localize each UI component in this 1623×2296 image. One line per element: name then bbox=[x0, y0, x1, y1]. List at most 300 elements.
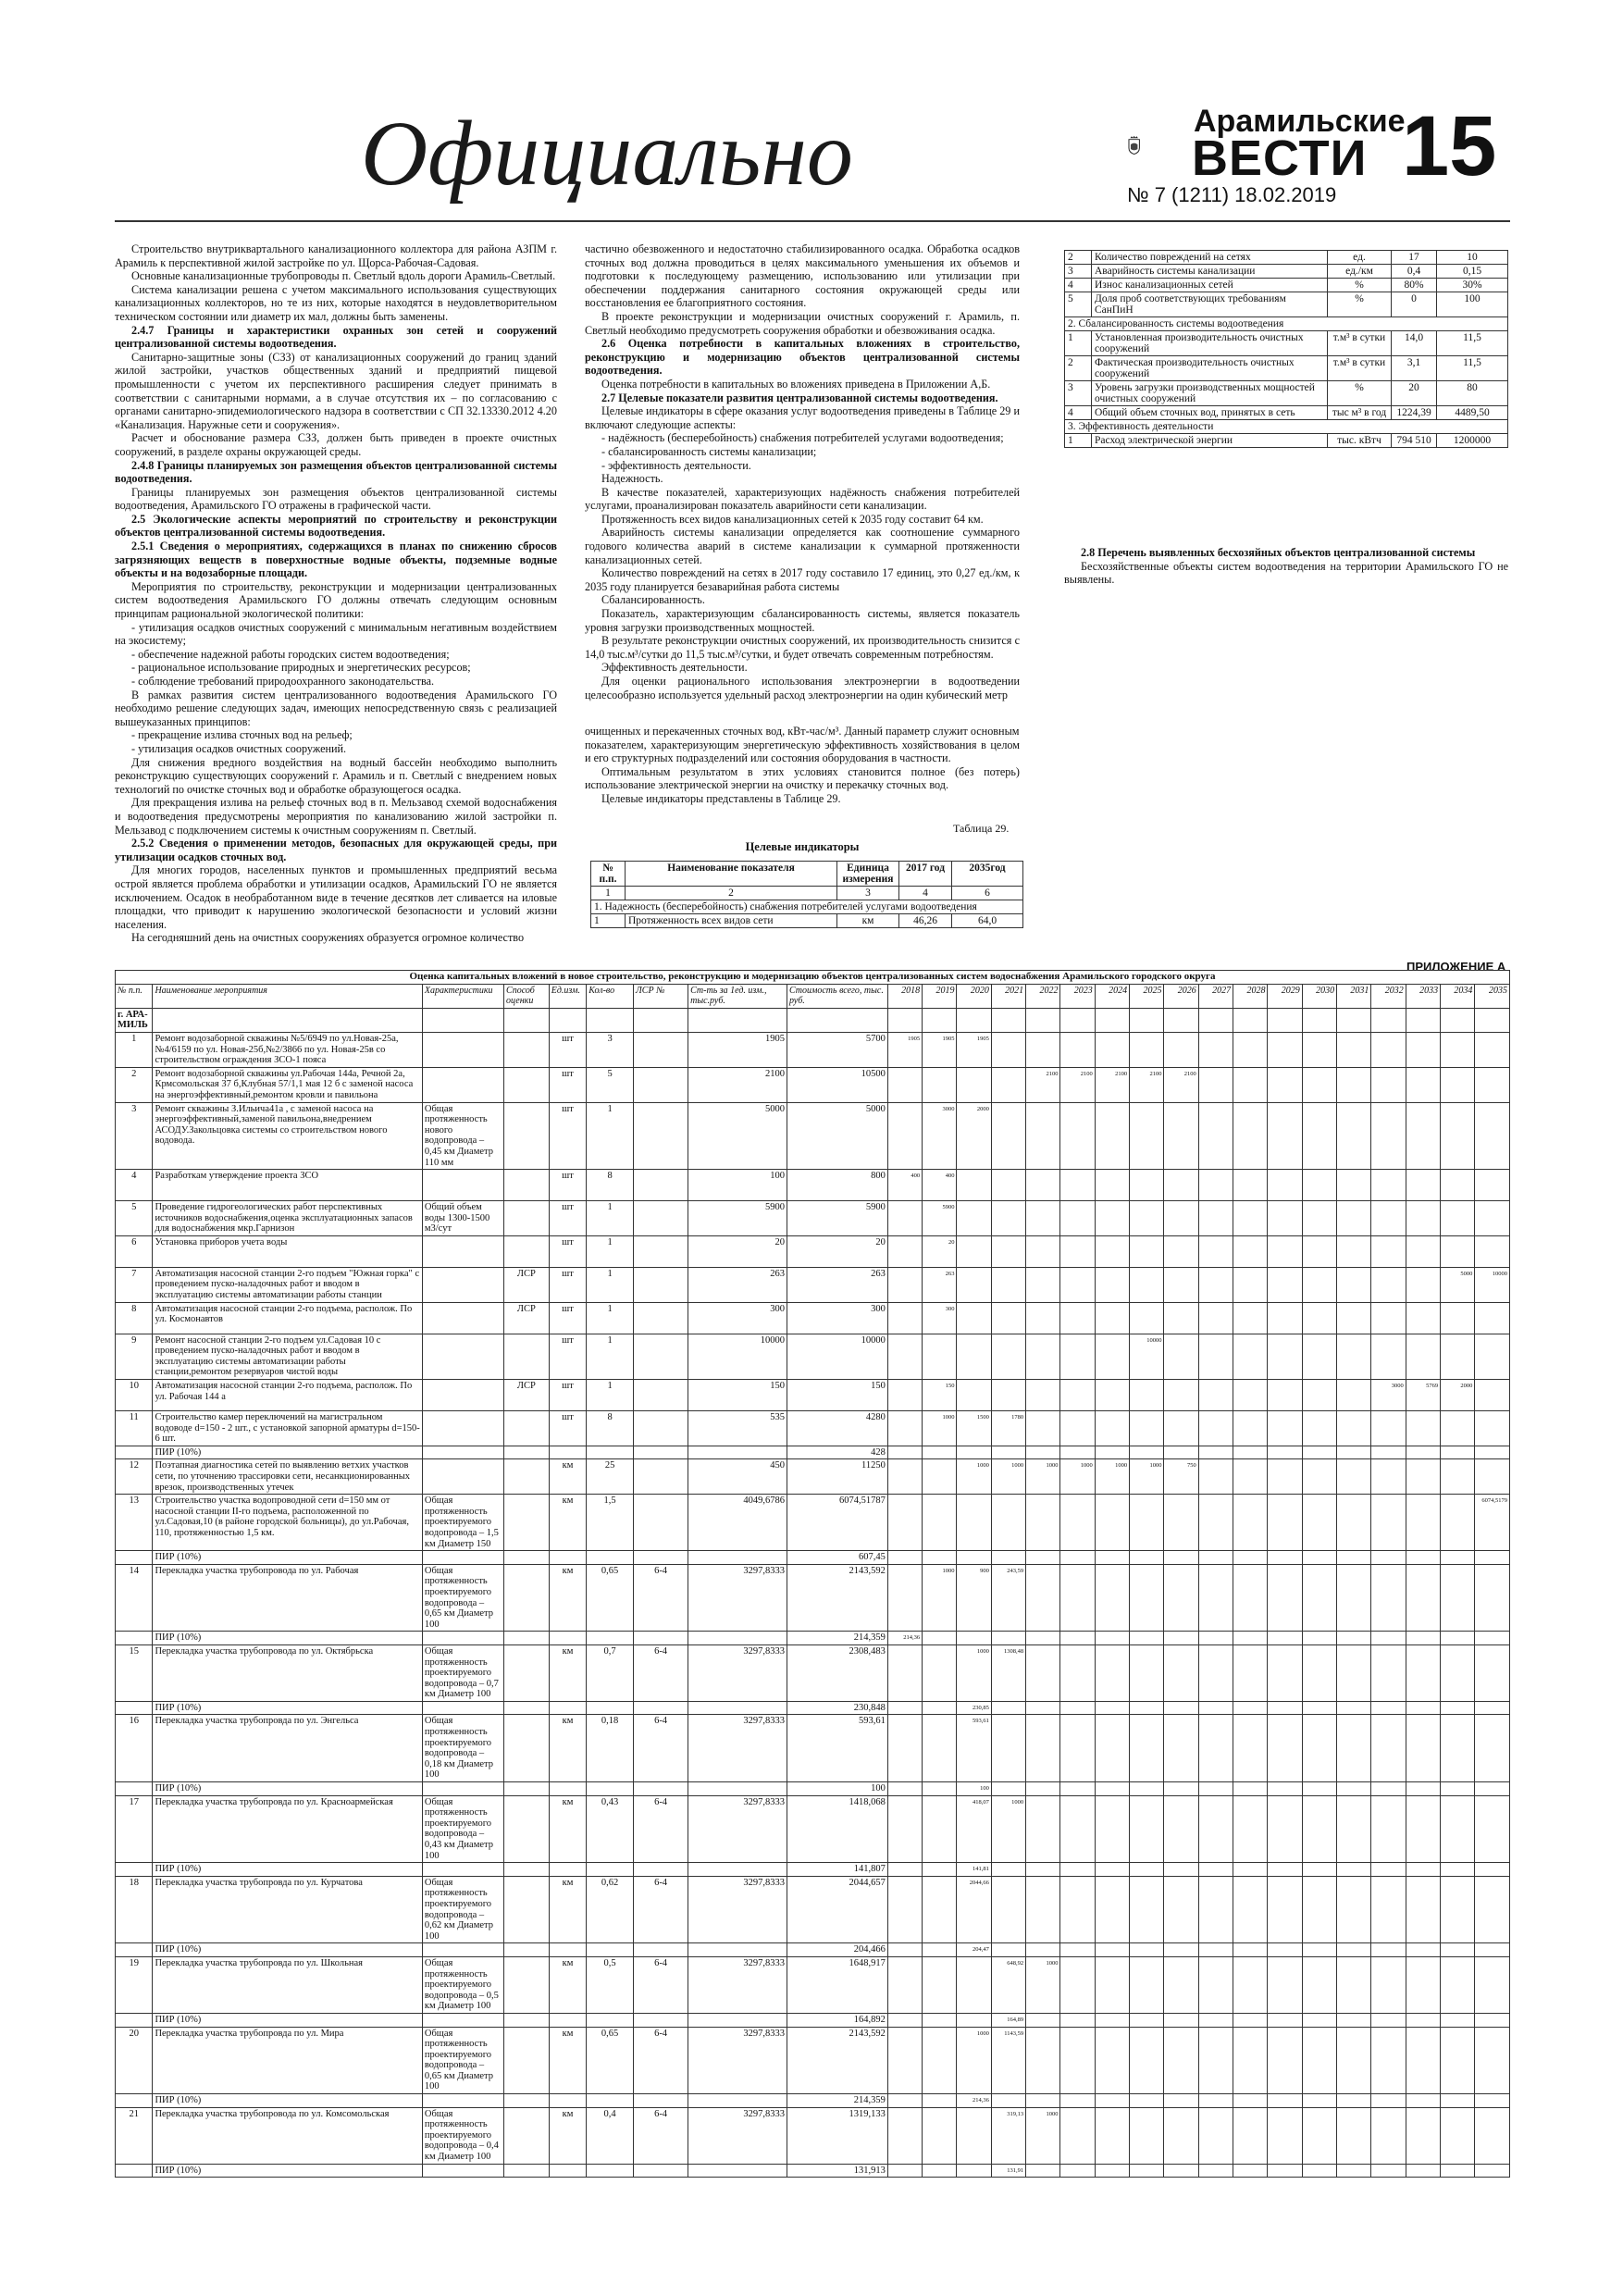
cell-year-value bbox=[957, 1334, 991, 1379]
cell-year-value bbox=[1130, 1632, 1164, 1645]
cell-year-value bbox=[923, 2094, 957, 2108]
cell-year-value bbox=[923, 1795, 957, 1863]
paragraph: - сбалансированность системы канализации; bbox=[601, 444, 817, 458]
cell-year-value bbox=[1475, 1943, 1510, 1957]
cell-year-value bbox=[1441, 1551, 1475, 1565]
t29-section-1: 1. Надежность (бесперебойность) снабжения потребителей услугами водоотведения bbox=[591, 900, 1023, 914]
cell-year-value bbox=[1302, 1102, 1336, 1170]
cell-year-value bbox=[1406, 1632, 1440, 1645]
cell-year-value bbox=[957, 2013, 991, 2027]
table-row bbox=[116, 1795, 1510, 1863]
cell-ch: Общая протяженность проектируемого водопровода – 0,5 км Диаметр 100 bbox=[422, 1956, 503, 2013]
cell-year-value bbox=[991, 2094, 1025, 2108]
cell-year-value bbox=[923, 2013, 957, 2027]
cell-p bbox=[688, 1551, 787, 1565]
cell-sp bbox=[504, 2107, 550, 2164]
cell-year-value: 2100 bbox=[1095, 1067, 1129, 1102]
paragraph: Протяженность всех видов канализационных сетей к 2035 году составит 64 км. bbox=[601, 512, 984, 526]
cell-year-value bbox=[991, 1170, 1025, 1201]
cell-year-value bbox=[1060, 2094, 1095, 2108]
cell-name: Проведение гидрогеологических работ перспективных источников водоснабжения,оценка эксплуатационных запасов для водоснабжения мкр.Гарнизон bbox=[153, 1201, 422, 1236]
cell-n bbox=[116, 2094, 153, 2108]
cell-q: 0,7 bbox=[587, 1644, 634, 1701]
cell-year-value bbox=[1441, 1201, 1475, 1236]
cell-name: Автоматизация насосной станции 2-го подъема, располож. По ул. Космонавтов bbox=[153, 1302, 422, 1334]
cell-year-value bbox=[1441, 1067, 1475, 1102]
cell-q: 0,62 bbox=[587, 1876, 634, 1943]
cell-year-value bbox=[1233, 1446, 1268, 1459]
indicators-table-29 bbox=[590, 861, 1023, 928]
cell-u: км bbox=[549, 1564, 586, 1632]
paragraph: Оптимальным результатом в этих условиях становится полное (без потерь) использование электрической энергии на очистку и перекачку сточных вод. bbox=[585, 764, 1020, 792]
cell-year-value bbox=[1060, 1334, 1095, 1379]
column-header: Ед.изм. bbox=[549, 984, 586, 1008]
cell-year-value bbox=[1337, 1644, 1371, 1701]
cell-year-value bbox=[1475, 1380, 1510, 1411]
cell-l: 6-4 bbox=[634, 1795, 688, 1863]
cell-year-value bbox=[1060, 2164, 1095, 2178]
cell-year-value bbox=[1198, 1170, 1233, 1201]
cell-year-value bbox=[1302, 2013, 1336, 2027]
cell-year-value bbox=[1406, 1495, 1440, 1551]
paragraph: Сбалансированность. bbox=[601, 593, 705, 607]
year-header: 2030 bbox=[1302, 984, 1336, 1008]
cell-year-value bbox=[1198, 1956, 1233, 2013]
cell-year-value bbox=[957, 1302, 991, 1334]
cell-year-value bbox=[1337, 2027, 1371, 2094]
cell-year-value bbox=[1441, 1459, 1475, 1495]
cell-year-value bbox=[887, 1564, 922, 1632]
year-header: 2018 bbox=[887, 984, 922, 1008]
paragraph: - утилизация осадков очистных сооружений. bbox=[131, 741, 347, 755]
table-row bbox=[116, 1380, 1510, 1411]
cell-year-value bbox=[1233, 1380, 1268, 1411]
cell-n: 5 bbox=[116, 1201, 153, 1236]
cell-year-value bbox=[1164, 1102, 1198, 1170]
cell-n bbox=[116, 1943, 153, 1957]
cell-year-value bbox=[1441, 1235, 1475, 1267]
cell-u bbox=[549, 1446, 586, 1459]
cell-year-value bbox=[1233, 1644, 1268, 1701]
paragraph: - обеспечение надежной работы городских систем водоотведения; bbox=[131, 647, 450, 661]
cell-year-value bbox=[1406, 1446, 1440, 1459]
cell-year-value bbox=[991, 1032, 1025, 1067]
cell-year-value: 230,85 bbox=[957, 1701, 991, 1715]
cell-year-value bbox=[1406, 2107, 1440, 2164]
cell-year-value bbox=[1371, 2013, 1406, 2027]
cell-year-value bbox=[1026, 2027, 1060, 2094]
cell-year-value bbox=[1130, 1446, 1164, 1459]
cell-sp bbox=[504, 1411, 550, 1446]
cell-sp bbox=[504, 1564, 550, 1632]
cell-year-value bbox=[1198, 1446, 1233, 1459]
cell-year-value bbox=[1130, 2094, 1164, 2108]
cell-year-value bbox=[1268, 2027, 1302, 2094]
cell-year-value bbox=[1475, 1170, 1510, 1201]
cell-year-value bbox=[887, 1446, 922, 1459]
cell-year-value bbox=[1475, 1644, 1510, 1701]
cell-u: км bbox=[549, 2027, 586, 2094]
cell-p: 300 bbox=[688, 1302, 787, 1334]
cell-year-value: 263 bbox=[923, 1267, 957, 1302]
cell-q: 0,4 bbox=[587, 2107, 634, 2164]
cell-q: 0,65 bbox=[587, 2027, 634, 2094]
cell-sp bbox=[504, 1863, 550, 1877]
cell-year-value bbox=[1302, 1863, 1336, 1877]
cell-year-value bbox=[1060, 1551, 1095, 1565]
cell-n: 16 bbox=[116, 1715, 153, 1782]
cell-year-value bbox=[1268, 1956, 1302, 2013]
cell-year-value bbox=[1371, 1644, 1406, 1701]
empty-cell bbox=[1441, 1008, 1475, 1032]
cell-year-value: 1000 bbox=[991, 1459, 1025, 1495]
cell-l bbox=[634, 1235, 688, 1267]
cell-year-value bbox=[1475, 1067, 1510, 1102]
cell-year-value bbox=[1302, 1956, 1336, 2013]
cell-sp bbox=[504, 1644, 550, 1701]
cell-year-value bbox=[1371, 1863, 1406, 1877]
t29-num-1: 1 bbox=[591, 887, 626, 900]
cell-sp bbox=[504, 2027, 550, 2094]
cell-year-value bbox=[1060, 1701, 1095, 1715]
cell-year-value bbox=[1095, 1411, 1129, 1446]
cell-year-value bbox=[1441, 1876, 1475, 1943]
cell-year-value bbox=[1302, 1632, 1336, 1645]
year-header: 2031 bbox=[1337, 984, 1371, 1008]
table-row bbox=[116, 1267, 1510, 1302]
cell-year-value bbox=[1441, 1334, 1475, 1379]
cell-n: 17 bbox=[116, 1795, 153, 1863]
table-cell: т.м³ в сутки bbox=[1328, 331, 1392, 356]
cell-year-value bbox=[991, 1102, 1025, 1170]
cell-u bbox=[549, 1551, 586, 1565]
t29-r1-unit: км bbox=[837, 914, 899, 928]
cell-name: Ремонт насосной станции 2-го подъем ул.Садовая 10 с проведением пуско-наладочных работ и вводом в эксплуатацию системы автоматизации работы станции,ремонтом резервуаров чистой воды bbox=[153, 1334, 422, 1379]
cell-l: 6-4 bbox=[634, 1564, 688, 1632]
cell-q: 1 bbox=[587, 1102, 634, 1170]
cell-n: 10 bbox=[116, 1380, 153, 1411]
cell-year-value bbox=[1164, 2107, 1198, 2164]
cell-year-value bbox=[1406, 2094, 1440, 2108]
cell-q: 1 bbox=[587, 1235, 634, 1267]
cell-year-value bbox=[1233, 1495, 1268, 1551]
cell-l: 6-4 bbox=[634, 1715, 688, 1782]
cell-year-value bbox=[923, 1067, 957, 1102]
paragraph: - рациональное использование природных и энергетических ресурсов; bbox=[131, 661, 471, 675]
cell-p: 3297,8333 bbox=[688, 1795, 787, 1863]
cell-n: 3 bbox=[116, 1102, 153, 1170]
cell-year-value bbox=[1026, 1943, 1060, 1957]
cell-year-value bbox=[991, 1632, 1025, 1645]
table-cell: % bbox=[1328, 381, 1392, 406]
cell-year-value bbox=[1441, 1302, 1475, 1334]
cell-year-value bbox=[887, 2094, 922, 2108]
cell-tot: 1418,068 bbox=[787, 1795, 887, 1863]
cell-year-value bbox=[1302, 2027, 1336, 2094]
table-row bbox=[1065, 279, 1508, 292]
cell-ch bbox=[422, 2094, 503, 2108]
cell-year-value bbox=[1302, 1067, 1336, 1102]
cell-ch bbox=[422, 1411, 503, 1446]
cell-year-value bbox=[991, 1201, 1025, 1236]
cell-u: км bbox=[549, 1956, 586, 2013]
cell-name: Перекладка участка трубопровда по ул. Школьная bbox=[153, 1956, 422, 2013]
cell-n: 19 bbox=[116, 1956, 153, 2013]
cell-year-value: 1000 bbox=[1130, 1459, 1164, 1495]
cell-name: Поэтапная диагностика сетей по выявлению ветхих участков сети, по уточнению трассировки сети, несанкционированных врезок, производственных утечек bbox=[153, 1459, 422, 1495]
year-header: 2033 bbox=[1406, 984, 1440, 1008]
cell-q: 0,65 bbox=[587, 1564, 634, 1632]
cell-year-value bbox=[1026, 1551, 1060, 1565]
cell-year-value: 1000 bbox=[957, 1644, 991, 1701]
cell-year-value bbox=[1371, 1411, 1406, 1446]
cell-year-value bbox=[1233, 1411, 1268, 1446]
cell-tot: 204,466 bbox=[787, 1943, 887, 1957]
cell-year-value bbox=[1406, 1863, 1440, 1877]
cell-l bbox=[634, 1067, 688, 1102]
cell-tot: 11250 bbox=[787, 1459, 887, 1495]
cell-year-value: 1905 bbox=[957, 1032, 991, 1067]
cell-year-value bbox=[957, 2107, 991, 2164]
cell-year-value bbox=[1337, 1632, 1371, 1645]
cell-year-value bbox=[1233, 1701, 1268, 1715]
cell-year-value bbox=[1130, 2164, 1164, 2178]
cell-year-value bbox=[1095, 1795, 1129, 1863]
cell-year-value bbox=[1302, 1564, 1336, 1632]
cell-year-value bbox=[1337, 2107, 1371, 2164]
cell-q: 0,43 bbox=[587, 1795, 634, 1863]
cell-year-value: 593,61 bbox=[957, 1715, 991, 1782]
cell-year-value bbox=[1302, 1701, 1336, 1715]
cell-year-value bbox=[1164, 1632, 1198, 1645]
cell-year-value bbox=[1268, 1380, 1302, 1411]
cell-year-value bbox=[1302, 2107, 1336, 2164]
cell-year-value bbox=[1164, 1334, 1198, 1379]
cell-l bbox=[634, 1411, 688, 1446]
paragraph: - соблюдение требований природоохранного законодательства. bbox=[131, 675, 435, 688]
cell-tot: 2308,483 bbox=[787, 1644, 887, 1701]
cell-u bbox=[549, 1943, 586, 1957]
cell-year-value bbox=[1268, 1235, 1302, 1267]
cell-l bbox=[634, 1632, 688, 1645]
table-cell: 3 bbox=[1065, 265, 1092, 279]
cell-year-value bbox=[1026, 1170, 1060, 1201]
cell-year-value bbox=[991, 1715, 1025, 1782]
page-number: 15 bbox=[1402, 99, 1497, 193]
article-column-1 bbox=[115, 242, 557, 945]
cell-name: Строительство участка водопроводной сети d=150 мм от насосной станции II-го подъема, расположенной по ул.Садовая,10 (в районе городской больницы), до ул.Рабочая, 110, протяженностью 1,5 км. bbox=[153, 1495, 422, 1551]
cell-year-value bbox=[1164, 1032, 1198, 1067]
cell-year-value bbox=[1026, 1267, 1060, 1302]
cell-l bbox=[634, 1380, 688, 1411]
table-cell: % bbox=[1328, 292, 1392, 317]
cell-year-value bbox=[887, 1380, 922, 1411]
cell-year-value bbox=[887, 2164, 922, 2178]
cell-year-value: 300 bbox=[923, 1302, 957, 1334]
cell-year-value bbox=[1130, 1267, 1164, 1302]
table-row bbox=[116, 1235, 1510, 1267]
cell-year-value: 5000 bbox=[1441, 1267, 1475, 1302]
cell-year-value bbox=[1268, 1201, 1302, 1236]
cell-n bbox=[116, 1782, 153, 1796]
cell-year-value bbox=[1095, 1863, 1129, 1877]
cell-year-value bbox=[1198, 1411, 1233, 1446]
table-cell: 2 bbox=[1065, 356, 1092, 381]
cell-p: 3297,8333 bbox=[688, 1876, 787, 1943]
cell-tot: 150 bbox=[787, 1380, 887, 1411]
table-row bbox=[116, 1632, 1510, 1645]
cell-year-value bbox=[887, 1795, 922, 1863]
cell-year-value bbox=[1475, 2164, 1510, 2178]
cell-u bbox=[549, 1782, 586, 1796]
cell-year-value: 3000 bbox=[1371, 1380, 1406, 1411]
cell-year-value bbox=[1371, 1446, 1406, 1459]
cell-year-value: 418,07 bbox=[957, 1795, 991, 1863]
cell-year-value bbox=[1268, 2164, 1302, 2178]
cell-year-value bbox=[1233, 1032, 1268, 1067]
table-section-heading: 2. Сбалансированность системы водоотведения bbox=[1065, 317, 1508, 331]
cell-year-value bbox=[1026, 1701, 1060, 1715]
cell-year-value bbox=[1441, 1446, 1475, 1459]
cell-year-value bbox=[1130, 1564, 1164, 1632]
cell-n: 21 bbox=[116, 2107, 153, 2164]
cell-year-value bbox=[1475, 2027, 1510, 2094]
cell-ch bbox=[422, 2013, 503, 2027]
cell-year-value bbox=[1406, 1715, 1440, 1782]
paragraph: показателем, характеризующим энергетическую эффективность хозяйствования в целом и его структурных подразделений или состояния оборудования в частности. bbox=[585, 738, 1020, 765]
cell-year-value bbox=[1095, 1564, 1129, 1632]
table-cell: 20 bbox=[1392, 381, 1437, 406]
cell-name: Перекладка участка трубопровода по ул. Рабочая bbox=[153, 1564, 422, 1632]
cell-year-value bbox=[1164, 2027, 1198, 2094]
t29-num-2: 2 bbox=[626, 887, 837, 900]
cell-year-value bbox=[1198, 1380, 1233, 1411]
empty-cell bbox=[887, 1008, 922, 1032]
cell-u bbox=[549, 2164, 586, 2178]
cell-year-value bbox=[1337, 1943, 1371, 1957]
cell-year-value bbox=[1026, 2094, 1060, 2108]
cell-year-value bbox=[1441, 1715, 1475, 1782]
cell-year-value bbox=[1337, 2094, 1371, 2108]
cell-year-value bbox=[1337, 1495, 1371, 1551]
cell-year-value: 400 bbox=[923, 1170, 957, 1201]
empty-cell bbox=[1302, 1008, 1336, 1032]
cell-n: 15 bbox=[116, 1644, 153, 1701]
paragraph: Для многих городов, населенных пунктов и промышленных предприятий весьма острой является проблема обработки и утилизации осадков, Арамильский ГО не является исключением. Осадок в необработанном виде в течение десятков лет сливается на иловые площадки, что приводит к нарушению экологической безопасности и условий жизни населения. bbox=[115, 863, 557, 931]
cell-year-value bbox=[1164, 1795, 1198, 1863]
cell-year-value bbox=[1130, 1302, 1164, 1334]
cell-year-value bbox=[1060, 1302, 1095, 1334]
table-row bbox=[116, 1334, 1510, 1379]
cell-year-value: 164,89 bbox=[991, 2013, 1025, 2027]
cell-year-value: 1000 bbox=[923, 1411, 957, 1446]
cell-u: км bbox=[549, 1876, 586, 1943]
cell-sp bbox=[504, 2164, 550, 2178]
cell-year-value: 2100 bbox=[1164, 1067, 1198, 1102]
cell-year-value bbox=[1337, 2164, 1371, 2178]
cell-name: Перекладка участка трубопровда по ул. Красноармейская bbox=[153, 1795, 422, 1863]
cell-tot: 214,359 bbox=[787, 2094, 887, 2108]
cell-year-value bbox=[1130, 1701, 1164, 1715]
cell-u: шт bbox=[549, 1201, 586, 1236]
cell-year-value bbox=[1302, 1459, 1336, 1495]
paragraph: В проекте реконструкции и модернизации очистных сооружений г. Арамиль, п. Светлый необходимо предусмотреть сооружения обработки и обезвоживания осадка. bbox=[585, 309, 1020, 337]
cell-ch: Общая протяженность проектируемого водопровода – 0,65 км Диаметр 100 bbox=[422, 2027, 503, 2094]
table-row bbox=[116, 1863, 1510, 1877]
cell-year-value: 1000 bbox=[991, 1795, 1025, 1863]
cell-year-value bbox=[1060, 1267, 1095, 1302]
paragraph: 2.6 Оценка потребности в капитальных вложениях в строительство, реконструкцию и модернизацию объектов централизованной системы водоотведения. bbox=[585, 337, 1020, 378]
cell-year-value bbox=[923, 2027, 957, 2094]
cell-year-value bbox=[1026, 1782, 1060, 1796]
cell-tot: 164,892 bbox=[787, 2013, 887, 2027]
cell-year-value: 214,36 bbox=[887, 1632, 922, 1645]
cell-year-value bbox=[1060, 1795, 1095, 1863]
cell-year-value bbox=[1060, 1170, 1095, 1201]
cell-year-value bbox=[1198, 1459, 1233, 1495]
cell-l: 6-4 bbox=[634, 1644, 688, 1701]
cell-year-value bbox=[1441, 1495, 1475, 1551]
table-cell: Доля проб соответствующих требованиям СанПиН bbox=[1092, 292, 1328, 317]
year-header: 2032 bbox=[1371, 984, 1406, 1008]
cell-year-value bbox=[1233, 2094, 1268, 2108]
cell-year-value bbox=[1095, 1267, 1129, 1302]
paragraph: - эффективность деятельности. bbox=[601, 458, 751, 472]
cell-year-value: 1000 bbox=[1026, 1459, 1060, 1495]
cell-year-value bbox=[1060, 2013, 1095, 2027]
cell-year-value bbox=[1026, 1876, 1060, 1943]
cell-year-value bbox=[1060, 2027, 1095, 2094]
cell-p: 5000 bbox=[688, 1102, 787, 1170]
table-cell: Аварийность системы канализации bbox=[1092, 265, 1328, 279]
cell-year-value: 243,59 bbox=[991, 1564, 1025, 1632]
t29-r1-2017: 46,26 bbox=[899, 914, 952, 928]
paragraph: Строительство внутриквартального канализационного коллектора для района АЗПМ г. Арамиль к перспективной жилой застройке по ул. Щорса-Рабочая-Садовая. bbox=[115, 242, 557, 269]
table-cell: 11,5 bbox=[1437, 356, 1508, 381]
cell-u: шт bbox=[549, 1102, 586, 1170]
table-cell: 10 bbox=[1437, 251, 1508, 265]
cell-year-value bbox=[1130, 1876, 1164, 1943]
cell-sp bbox=[504, 1032, 550, 1067]
cell-year-value bbox=[887, 1495, 922, 1551]
cell-year-value bbox=[1060, 1411, 1095, 1446]
cell-year-value bbox=[1026, 1235, 1060, 1267]
cell-year-value bbox=[1095, 1551, 1129, 1565]
cell-year-value bbox=[887, 1644, 922, 1701]
issue-info: № 7 (1211) 18.02.2019 bbox=[1127, 183, 1337, 206]
cell-ch: Общая протяженность проектируемого водопровода – 0,18 км Диаметр 100 bbox=[422, 1715, 503, 1782]
cell-year-value: 5769 bbox=[1406, 1380, 1440, 1411]
cell-year-value bbox=[1164, 2164, 1198, 2178]
cell-sp: ЛСР bbox=[504, 1302, 550, 1334]
column-header: Ст-ть за 1ед. изм., тыс.руб. bbox=[688, 984, 787, 1008]
year-header: 2019 bbox=[923, 984, 957, 1008]
cell-year-value bbox=[1371, 2027, 1406, 2094]
cell-year-value bbox=[1406, 2027, 1440, 2094]
cell-year-value bbox=[1406, 1795, 1440, 1863]
cell-year-value bbox=[1095, 1956, 1129, 2013]
table-cell: 3 bbox=[1065, 381, 1092, 406]
cell-year-value bbox=[1337, 1701, 1371, 1715]
cell-year-value bbox=[1475, 1863, 1510, 1877]
cell-n: 4 bbox=[116, 1170, 153, 1201]
cell-u bbox=[549, 2094, 586, 2108]
cell-year-value bbox=[1164, 1564, 1198, 1632]
cell-year-value: 1000 bbox=[957, 2027, 991, 2094]
cell-year-value bbox=[1475, 2094, 1510, 2108]
cell-year-value bbox=[923, 1459, 957, 1495]
cell-u: шт bbox=[549, 1170, 586, 1201]
